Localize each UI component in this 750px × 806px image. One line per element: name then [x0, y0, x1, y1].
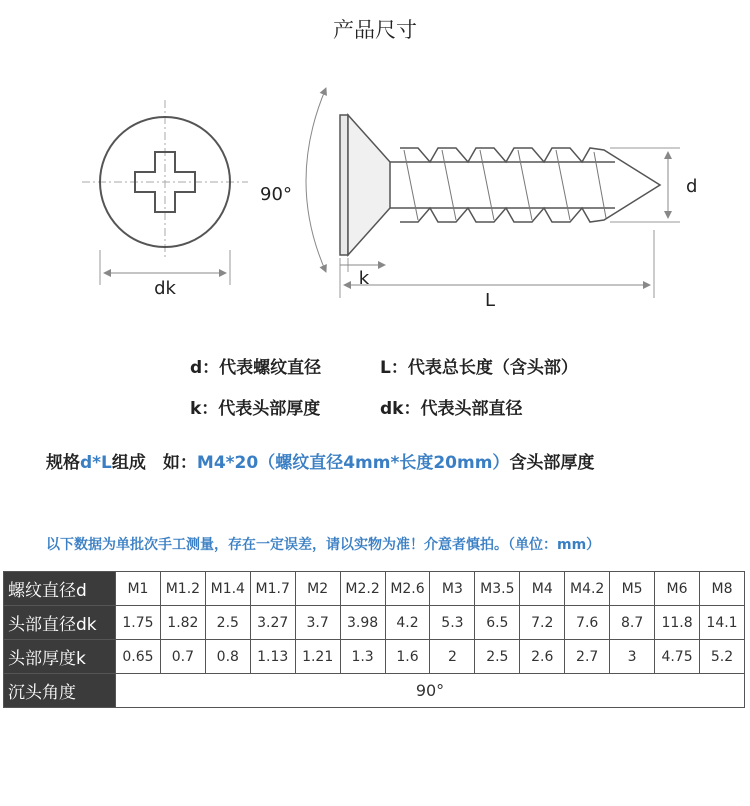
- screw-dimension-diagram: [0, 60, 750, 320]
- row-header-size: 螺纹直径d: [4, 572, 116, 606]
- measurement-note: 以下数据为单批次手工测量，存在一定误差，请以实物为准！介意者慎拍。（单位：mm）: [46, 537, 601, 553]
- spec-prefix: 规格: [46, 453, 80, 473]
- k-cell: 1.13: [250, 640, 295, 674]
- angle-cell: 90°: [116, 674, 745, 708]
- dk-cell: 7.6: [565, 606, 610, 640]
- L-label: L: [484, 290, 496, 311]
- spec-line: [46, 448, 594, 473]
- spec-table: [3, 571, 745, 708]
- size-cell: M2: [295, 572, 340, 606]
- size-cell: M1.7: [250, 572, 295, 606]
- k-cell: 1.6: [385, 640, 430, 674]
- angle-label: 90°: [260, 184, 292, 205]
- table-row-k: [4, 640, 745, 674]
- table-row-angle: [4, 674, 745, 708]
- size-cell: M1.2: [160, 572, 205, 606]
- dk-cell: 3.98: [340, 606, 385, 640]
- legend-k: k：代表头部厚度: [190, 399, 321, 419]
- row-header-dk: 头部直径dk: [4, 606, 116, 640]
- k-cell: 1.3: [340, 640, 385, 674]
- size-cell: M3: [430, 572, 475, 606]
- dk-cell: 3.7: [295, 606, 340, 640]
- dk-cell: 14.1: [699, 606, 744, 640]
- dk-cell: 11.8: [655, 606, 700, 640]
- size-cell: M3.5: [475, 572, 520, 606]
- k-cell: 1.21: [295, 640, 340, 674]
- size-cell: M4.2: [565, 572, 610, 606]
- k-cell: 2.5: [475, 640, 520, 674]
- row-header-k: 头部厚度k: [4, 640, 116, 674]
- size-cell: M8: [699, 572, 744, 606]
- legend-d: d：代表螺纹直径: [190, 358, 322, 378]
- row-header-angle: 沉头角度: [4, 674, 116, 708]
- k-cell: 0.7: [160, 640, 205, 674]
- size-cell: M5: [610, 572, 655, 606]
- page-title: 产品尺寸: [333, 18, 417, 42]
- dk-cell: 6.5: [475, 606, 520, 640]
- head-top-view: [82, 100, 248, 299]
- dk-cell: 4.2: [385, 606, 430, 640]
- screw-side-view: [340, 115, 660, 255]
- table-row-dk: [4, 606, 745, 640]
- spec-mid: 组成 如：: [111, 453, 197, 473]
- k-cell: 2: [430, 640, 475, 674]
- k-cell: 2.7: [565, 640, 610, 674]
- dk-cell: 1.75: [116, 606, 161, 640]
- k-cell: 2.6: [520, 640, 565, 674]
- dk-label: dk: [154, 278, 176, 299]
- dk-cell: 2.5: [205, 606, 250, 640]
- spec-example: M4*20（螺纹直径4mm*长度20mm）: [196, 453, 510, 473]
- spec-dl: d*L: [80, 453, 112, 473]
- size-cell: M2.6: [385, 572, 430, 606]
- k-cell: 4.75: [655, 640, 700, 674]
- legend-dk: dk：代表头部直径: [380, 399, 523, 419]
- dk-cell: 3.27: [250, 606, 295, 640]
- d-label: d: [686, 176, 698, 197]
- k-cell: 3: [610, 640, 655, 674]
- dk-cell: 7.2: [520, 606, 565, 640]
- size-cell: M6: [655, 572, 700, 606]
- legend-L: L：代表总长度（含头部）: [380, 358, 578, 378]
- size-cell: M4: [520, 572, 565, 606]
- dk-cell: 5.3: [430, 606, 475, 640]
- size-cell: M1: [116, 572, 161, 606]
- table-row-size: [4, 572, 745, 606]
- k-cell: 0.8: [205, 640, 250, 674]
- size-cell: M2.2: [340, 572, 385, 606]
- dk-cell: 8.7: [610, 606, 655, 640]
- spec-suffix: 含头部厚度: [509, 453, 595, 473]
- k-label: k: [358, 268, 370, 289]
- k-cell: 5.2: [699, 640, 744, 674]
- dk-cell: 1.82: [160, 606, 205, 640]
- k-cell: 0.65: [116, 640, 161, 674]
- size-cell: M1.4: [205, 572, 250, 606]
